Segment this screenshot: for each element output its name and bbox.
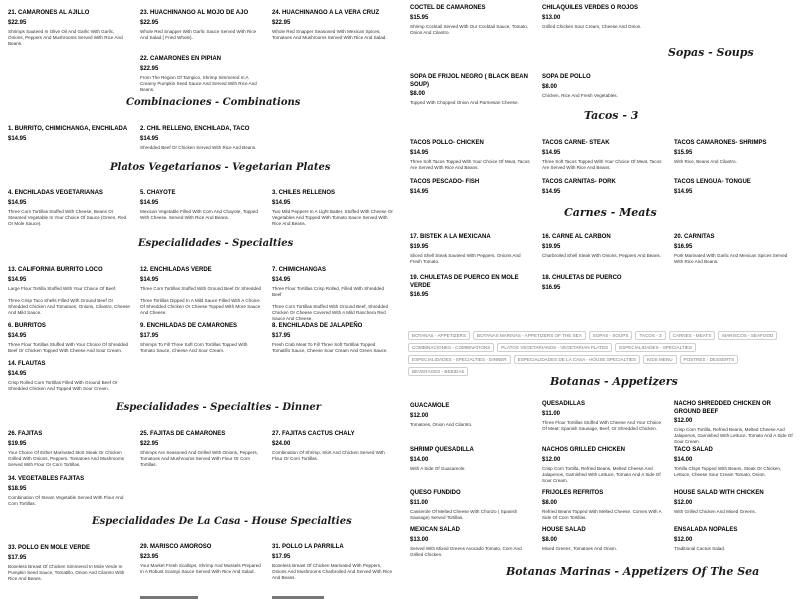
item-desc: From The Region Of Tampico, Shrimp Simmered In A Creamy Pumpkin Seed Sauce And Served With Rice And Beans. bbox=[140, 74, 257, 92]
item-price: $14.00 bbox=[674, 456, 693, 463]
item-desc: Casserole Of Melted Cheese With Chorizo ( Spanish Sausage) Served Tortillas. bbox=[410, 508, 518, 520]
category-nav bbox=[408, 331, 796, 376]
section-header-platos-vegetarianos: Platos Vegetarianos - Vegetarian Plates bbox=[110, 162, 331, 173]
menu-item bbox=[674, 179, 796, 195]
nav-link-postres[interactable]: POSTRES - DESSERTS bbox=[680, 355, 739, 364]
item-title: 33. POLLO EN MOLE VERDE bbox=[8, 545, 91, 551]
item-price: $18.95 bbox=[8, 485, 27, 492]
item-title: 6. BURRITOS bbox=[8, 323, 46, 329]
item-price: $14.95 bbox=[410, 149, 429, 156]
item-title: HOUSE SALAD WITH CHICKEN bbox=[674, 490, 764, 496]
item-price: $14.95 bbox=[272, 199, 291, 206]
item-desc: Combination Of Steam Vegetable Served With Flour And Corn Tortillas. bbox=[8, 494, 124, 506]
menu-item bbox=[8, 545, 130, 582]
item-price: $14.95 bbox=[8, 276, 27, 283]
item-price: $19.95 bbox=[8, 440, 27, 447]
item-desc: Three Flour Tortillas Crisp Rolled, Filled With Shredded Beef bbox=[272, 285, 384, 297]
item-desc: Three Tortillas Dipped In A Mild Sauce Filled With A Choice Of Shredded Chicken Or Cheese Topped With More Sauce And Cheese. bbox=[140, 297, 261, 316]
menu-item bbox=[542, 179, 664, 195]
menu-item bbox=[8, 10, 130, 47]
item-price: $19.95 bbox=[410, 243, 429, 250]
item-price: $17.95 bbox=[272, 553, 291, 560]
clipped-text-fragment bbox=[140, 596, 198, 599]
item-price: $13.00 bbox=[410, 536, 429, 543]
item-price: $15.95 bbox=[674, 149, 693, 156]
item-desc: Crisp Corn Tortilla, Refried Beans, Melted Cheese And Jalapenos, Garnished With Lettuce, Tomato And A Side Of Sour Cream. bbox=[674, 427, 793, 445]
item-title: NACHOS GRILLED CHICKEN bbox=[542, 447, 626, 453]
item-desc: Refried Beans Topped With Melted Cheese. Comes With A Side Of Corn Tortillas. bbox=[542, 508, 662, 520]
item-title: 12. ENCHILADAS VERDE bbox=[140, 267, 212, 273]
item-title: SOPA DE POLLO bbox=[542, 74, 591, 80]
item-price: $14.95 bbox=[272, 276, 291, 283]
section-header-especialidades-casa: Especialidades De La Casa - House Specialties bbox=[92, 516, 352, 527]
menu-item bbox=[674, 401, 796, 446]
item-price: $15.95 bbox=[410, 14, 429, 21]
item-price: $13.00 bbox=[542, 14, 561, 21]
menu-item bbox=[542, 234, 664, 259]
section-header-combinaciones: Combinaciones - Combinations bbox=[126, 97, 301, 108]
menu-item bbox=[140, 56, 262, 93]
menu-item bbox=[272, 190, 394, 227]
section-header-sopas: Sopas - Soups bbox=[668, 46, 754, 59]
item-title: 3. CHILES RELLENOS bbox=[272, 190, 336, 196]
item-desc: Three Crisp Taco Shells Filled With Ground Beef Or Shredded Chicken And Tomatoes, Onions, Cilantro, Cheese And Mild Sauce. bbox=[8, 297, 130, 316]
item-desc: Shrimp Cocktail Served With Our Cocktail Sauce, Tomato, Onion And Cilantro. bbox=[410, 23, 529, 35]
menu-item bbox=[410, 275, 532, 298]
item-desc: Three Corn Tortillas Stuffed With Ground Beef, Shredded Chicken Or Cheese Covered With A Mild Ranchera Red Sauce And Cheese. bbox=[272, 303, 389, 322]
item-price: $12.00 bbox=[410, 412, 429, 419]
item-title: 13. CALIFORNIA BURRITO LOCO bbox=[8, 267, 103, 273]
item-title: 27. FAJITAS CACTUS CHALY bbox=[272, 431, 355, 437]
item-desc: With Grilled Chicken And Mixed Greens. bbox=[674, 508, 756, 514]
menu-item bbox=[542, 74, 664, 99]
section-header-botanas-marinas: Botanas Marinas - Appetizers Of The Sea bbox=[506, 565, 760, 578]
item-price: $14.00 bbox=[410, 456, 429, 463]
item-title: TACOS CARNITAS- PORK bbox=[542, 179, 616, 185]
nav-link-especialidades-dinner[interactable]: ESPECIALIDADES - SPECIALTIES - DINNER bbox=[408, 355, 511, 364]
item-desc: Three Corn Tortillas Stuffed With Cheese, Beans Or Steamed Vegetable In Your Choice Of Sauce (Green, Red Or Mole Sauce). bbox=[8, 208, 127, 226]
item-desc: Mixed Greens, Tomatoes And Onion. bbox=[542, 545, 617, 551]
menu-item bbox=[272, 544, 394, 581]
nav-link-carnes[interactable]: CARNES - MEATS bbox=[669, 331, 716, 340]
item-title: 19. CHULETAS DE PUERCO EN MOLE VERDE bbox=[410, 275, 519, 289]
item-desc: Shredded Beef Or Chicken Served With Rice And Beans. bbox=[140, 144, 257, 150]
nav-link-beverages[interactable]: BEVERAGES - BEBIDAS bbox=[408, 367, 468, 376]
item-title: 1. BURRITO, CHIMICHANGA, ENCHILADA bbox=[8, 126, 128, 132]
item-desc: Crisp Corn Tortilla, Refried Beans, Melted Cheese And Jalapenos, Garnished With Lettuce, Tomato And A Side Of Sour Cream. bbox=[542, 465, 661, 483]
item-title: CHILAQUILES VERDES O ROJOS bbox=[542, 5, 639, 11]
item-title: 7. CHIMICHANGAS bbox=[272, 267, 327, 273]
nav-link-tacos[interactable]: TACOS - 3 bbox=[635, 331, 665, 340]
item-desc: Traditional Cactus Salad. bbox=[674, 545, 726, 551]
item-desc: Charbroiled Shell Steak With Onions, Peppers And Beans. bbox=[542, 252, 661, 258]
item-title: TACOS POLLO- CHICKEN bbox=[410, 140, 484, 146]
item-title: QUESADILLAS bbox=[542, 401, 586, 407]
nav-link-botanas[interactable]: BOTANAS - APPETIZERS bbox=[408, 331, 470, 340]
nav-link-botanas-marinas[interactable]: BOTANAS MARINAS - APPETIZERS OF THE SEA bbox=[473, 331, 586, 340]
item-price: $11.00 bbox=[410, 499, 429, 506]
item-price: $14.95 bbox=[542, 188, 561, 195]
item-price: $14.95 bbox=[8, 370, 27, 377]
item-title: 20. CARNITAS bbox=[674, 234, 715, 240]
item-price: $22.95 bbox=[272, 19, 291, 26]
menu-item bbox=[410, 140, 532, 171]
menu-item bbox=[542, 447, 664, 484]
menu-item bbox=[8, 476, 130, 507]
section-header-botanas: Botanas - Appetizers bbox=[550, 375, 678, 388]
item-price: $12.00 bbox=[542, 456, 561, 463]
menu-item bbox=[272, 431, 394, 462]
item-price: $11.00 bbox=[542, 410, 561, 417]
nav-link-platos-vegetarianos[interactable]: PLATOS VEGETARIANOS - VEGETARIAN PLATES bbox=[497, 343, 612, 352]
item-price: $8.00 bbox=[542, 83, 558, 90]
menu-item bbox=[674, 527, 796, 552]
menu-item bbox=[410, 403, 532, 428]
item-price: $19.95 bbox=[542, 243, 561, 250]
item-title: SOPA DE FRIJOL NEGRO ( BLACK BEAN SOUP) bbox=[410, 74, 528, 88]
menu-item bbox=[542, 490, 664, 521]
menu-item bbox=[140, 323, 262, 354]
nav-link-especialidades[interactable]: ESPECIALIDADES - SPECIALTIES bbox=[615, 343, 696, 352]
item-desc: Large Flour Tortilla Stuffed With Your Choice Of Beef. bbox=[8, 285, 117, 291]
item-price: $14.95 bbox=[8, 199, 27, 206]
menu-item bbox=[140, 10, 262, 41]
item-title: SHRIMP QUESADILLA bbox=[410, 447, 474, 453]
item-price: $14.95 bbox=[140, 135, 159, 142]
item-price: $12.00 bbox=[674, 536, 693, 543]
item-title: 31. POLLO LA PARRILLA bbox=[272, 544, 344, 550]
item-title: HOUSE SALAD bbox=[542, 527, 586, 533]
item-desc: Topped With Chopped Onion And Parmesan Cheese. bbox=[410, 100, 519, 105]
nav-link-especialidades-casa[interactable]: ESPECIALIDADES DE LA CASA - HOUSE SPECIALTIES bbox=[514, 355, 640, 364]
item-desc: Your Market Fresh Scallops, Shrimp And Mussels Prepared In A Robust Scampi Sauce Served With Rice And Salad. bbox=[140, 562, 261, 574]
nav-link-combinaciones[interactable]: COMBINACIONES - COMBINATIONS bbox=[408, 343, 494, 352]
item-desc: Three Flour Tortillas Stuffed With Your Choice Of Shredded Beef Or Chicken Topped With Cheese And Sour Cream. bbox=[8, 341, 129, 353]
item-title: TACOS LENGUA- TONGUE bbox=[674, 179, 751, 185]
section-header-especialidades: Especialidades - Specialties bbox=[138, 238, 294, 249]
clipped-text-fragment bbox=[272, 596, 324, 599]
item-title: 17. BISTEK A LA MEXICANA bbox=[410, 234, 491, 240]
item-price: $14.95 bbox=[140, 199, 159, 206]
item-price: $24.00 bbox=[272, 440, 291, 447]
menu-item bbox=[8, 431, 130, 468]
item-price: $23.95 bbox=[140, 553, 159, 560]
item-desc: Your Choice Of Either Marinated Skirt Steak Or Chicken Grilled With Onions, Peppers, Tomatoes And Mushrooms Served With Flour Or Corn Tortillas. bbox=[8, 449, 125, 467]
menu-item bbox=[410, 490, 532, 521]
item-price: $14.95 bbox=[8, 332, 27, 339]
item-title: TACO SALAD bbox=[674, 447, 713, 453]
menu-item bbox=[140, 267, 262, 316]
item-title: MEXICAN SALAD bbox=[410, 527, 461, 533]
item-price: $22.95 bbox=[140, 65, 159, 72]
section-header-especialidades-dinner: Especialidades - Specialties - Dinner bbox=[116, 402, 322, 413]
item-title: 26. FAJITAS bbox=[8, 431, 43, 437]
menu-item bbox=[542, 527, 664, 552]
item-title: 4. ENCHILADAS VEGETARIANAS bbox=[8, 190, 103, 196]
item-price: $22.95 bbox=[140, 440, 159, 447]
menu-item bbox=[410, 527, 532, 558]
menu-item bbox=[410, 5, 532, 36]
item-title: 21. CAMARONES AL AJILLO bbox=[8, 10, 90, 16]
item-desc: Whole Red Snapper Seasoned With Mexican Spices, Tomatoes And Mushrooms Served With Rice And Salad. bbox=[272, 28, 387, 40]
item-price: $16.95 bbox=[674, 243, 693, 250]
item-desc: Three Flour Tortillas Stuffed With Cheese And Your Choice Of Meat: Spanish Sausage, Beef, Or Shredded Chicken. bbox=[542, 419, 662, 431]
menu-item bbox=[674, 234, 796, 265]
item-price: $17.95 bbox=[140, 332, 159, 339]
menu-item bbox=[272, 323, 394, 354]
item-price: $14.95 bbox=[8, 135, 27, 142]
item-title: 29. MARISCO AMOROSO bbox=[140, 544, 212, 550]
item-desc: Chicken, Rice And Fresh Vegetables. bbox=[542, 92, 618, 98]
item-desc: Shrimps To Fill Three Soft Corn Tortillas Topped With Tomato Sauce, Cheese And Sour Cream. bbox=[140, 341, 248, 353]
menu-item bbox=[410, 447, 532, 472]
menu-item bbox=[542, 140, 664, 171]
item-desc: Grilled Chicken Sour Cream, Cheese And Onion. bbox=[542, 23, 642, 29]
menu-item bbox=[8, 323, 130, 354]
item-price: $12.00 bbox=[674, 418, 693, 424]
item-desc: Tortilla Chips Topped With Beans, Steak Or Chicken, Lettuce, Cheese Sour Cream Tomato, Onion. bbox=[674, 465, 782, 477]
item-desc: Whole Red Snapper With Garlic Sauce Served With Rice And Salad ( Fried Whole). bbox=[140, 28, 257, 40]
item-title: 34. VEGETABLES FAJITAS bbox=[8, 476, 85, 482]
item-title: 18. CHULETAS DE PUERCO bbox=[542, 275, 622, 281]
item-desc: Shrimps Sauteed In Olive Oil And Garlic With Garlic, Onions, Peppers And Mushrooms Served With Rice And Beans. bbox=[8, 28, 123, 46]
item-desc: With Rice, Beans And Cilantro. bbox=[674, 158, 737, 164]
item-title: 24. HUACHINANGO A LA VERA CRUZ bbox=[272, 10, 380, 16]
item-price: $14.95 bbox=[140, 276, 159, 283]
item-desc: Fresh Crab Meat To Fill Three Soft Tortillas Topped Tomatillo Sauce, Cheese Sour Cream And Green Sauce. bbox=[272, 341, 388, 353]
item-desc: Boneless Breast Of Chicken Simmered In Mole Verde In Pumpkin Seed Sauce, Tomatillo, Onion And Cilantro With Rice And Beans. bbox=[8, 563, 125, 581]
item-title: TACOS CAMARONES- SHRIMPS bbox=[674, 140, 767, 146]
item-price: $12.00 bbox=[674, 499, 693, 506]
item-title: 8. ENCHILADAS DE JALAPEÑO bbox=[272, 323, 363, 329]
menu-item bbox=[272, 267, 394, 322]
item-desc: With A Side Of Guacamole. bbox=[410, 465, 466, 471]
item-title: 5. CHAYOTE bbox=[140, 190, 176, 196]
item-desc: Crisp Rolled Corn Tortillas Filled With Ground Beef Or Shredded Chicken And Topped With Sour Cream. bbox=[8, 379, 118, 391]
item-price: $8.00 bbox=[410, 91, 426, 97]
menu-item bbox=[8, 267, 130, 316]
menu-item bbox=[542, 275, 664, 291]
item-title: QUESO FUNDIDO bbox=[410, 490, 461, 496]
item-price: $22.95 bbox=[8, 19, 27, 26]
menu-item bbox=[674, 140, 796, 165]
item-title: FRIJOLES REFRITOS bbox=[542, 490, 604, 496]
nav-link-kids-menu[interactable]: KIDS MENU bbox=[643, 355, 677, 364]
section-header-tacos: Tacos - 3 bbox=[584, 109, 639, 122]
item-desc: Boneless Breast Of Chicken Marinated With Peppers, Onions And Mushrooms Charbroiled And Served With Rice And Beans. bbox=[272, 562, 393, 580]
item-price: $16.95 bbox=[542, 284, 561, 291]
menu-item bbox=[410, 74, 532, 106]
item-desc: Shrimps Are Seasoned And Grilled With Onions, Peppers, Tomatoes And Mushrooms Served With Flour Or Corn Tortillas. bbox=[140, 449, 258, 467]
item-title: TACOS PESCADO- FISH bbox=[410, 179, 480, 185]
item-price: $14.95 bbox=[542, 149, 561, 156]
item-price: $17.95 bbox=[8, 554, 27, 561]
item-desc: Three Soft Tacos Topped With Your Choice Of Meat, Tacos Are Served With Rice And Beans. bbox=[542, 158, 662, 170]
menu-item bbox=[8, 126, 130, 142]
item-title: 25. FAJITAS DE CAMARONES bbox=[140, 431, 226, 437]
menu-item bbox=[140, 544, 262, 575]
item-price: $8.00 bbox=[542, 499, 558, 506]
item-desc: Three Soft Tacos Topped With Your Choice Of Meat, Tacos Are Served With Rice And Beans. bbox=[410, 158, 530, 170]
item-price: $17.95 bbox=[272, 332, 291, 339]
item-desc: Combination Of Shrimp, Skirt And Chicken Served With Flour Or Corn Tortillas. bbox=[272, 449, 385, 461]
item-desc: Pork Marinated With Garlic And Mexican Spices Served With Rice And Beans. bbox=[674, 252, 788, 264]
item-price: $16.95 bbox=[410, 292, 429, 298]
menu-item bbox=[542, 5, 664, 30]
item-title: 9. ENCHILADAS DE CAMARONES bbox=[140, 323, 238, 329]
item-desc: Three Corn Tortillas Stuffed With Ground Beef Or Shredded bbox=[140, 285, 262, 291]
menu-item bbox=[410, 179, 532, 195]
menu-item bbox=[272, 10, 394, 41]
menu-item bbox=[410, 234, 532, 265]
menu-item bbox=[674, 447, 796, 478]
item-desc: Sliced Shell Steak Sauteed With Peppers, Onions And Fresh Tomato. bbox=[410, 252, 521, 264]
menu-item bbox=[140, 190, 262, 221]
item-title: NACHO SHREDDED CHICKEN OR GROUND BEEF bbox=[674, 401, 772, 415]
item-price: $14.95 bbox=[674, 188, 693, 195]
item-title: 2. CHIL RELLENO, ENCHILADA, TACO bbox=[140, 126, 250, 132]
item-desc: Mexican Vegetable Filled With Corn And Chayote, Topped With Cheese. Served With Rice And Beans. bbox=[140, 208, 258, 220]
section-header-carnes: Carnes - Meats bbox=[564, 206, 657, 219]
item-title: 22. CAMARONES EN PIPIAN bbox=[140, 56, 222, 62]
item-title: 14. FLAUTAS bbox=[8, 361, 46, 367]
item-title: TACOS CARNE- STEAK bbox=[542, 140, 610, 146]
item-desc: Tomatoes, Onion And Cilantro. bbox=[410, 421, 473, 427]
item-price: $22.95 bbox=[140, 19, 159, 26]
item-title: 16. CARNE AL CARBON bbox=[542, 234, 611, 240]
item-desc: Served With Mixed Greens Avocado Tomato, Corn And Grilled Chicken. bbox=[410, 545, 522, 557]
item-title: COCTEL DE CAMARONES bbox=[410, 5, 486, 11]
item-title: ENSALADA NOPALES bbox=[674, 527, 738, 533]
item-price: $8.00 bbox=[542, 536, 558, 543]
menu-item bbox=[674, 490, 796, 515]
item-desc: Two Mild Peppers In A Light Batter, Stuffed With Cheese Or Vegetables And Topped With Tomato Sauce Served With Rice And Beans. bbox=[272, 208, 393, 226]
item-title: 23. HUACHINANGO AL MOJO DE AJO bbox=[140, 10, 249, 16]
item-price: $14.95 bbox=[410, 188, 429, 195]
nav-link-sopas[interactable]: SOPAS - SOUPS bbox=[589, 331, 633, 340]
nav-link-mariscos[interactable]: MARISCOS - SEAFOOD bbox=[718, 331, 777, 340]
menu-item bbox=[542, 401, 664, 432]
menu-item bbox=[8, 361, 130, 392]
menu-item bbox=[140, 126, 262, 151]
menu-item bbox=[140, 431, 262, 468]
menu-item bbox=[8, 190, 130, 227]
item-title: GUACAMOLE bbox=[410, 403, 450, 409]
